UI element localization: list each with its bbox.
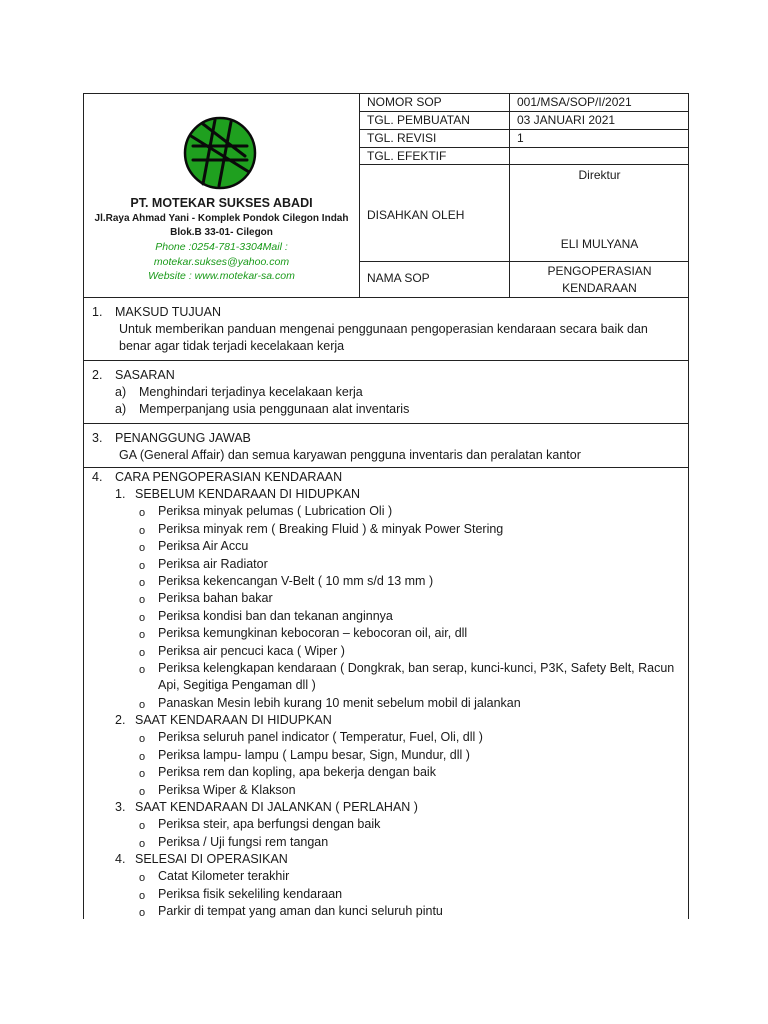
section-text: benar agar tidak terjadi kecelakaan kerja [119, 339, 345, 353]
list-marker: a) [115, 385, 127, 399]
bullet-icon: o [139, 733, 146, 745]
disahkan-role: Direktur [578, 168, 621, 182]
bullet-icon: o [139, 751, 146, 763]
list-item: Periksa fisik sekeliling kendaraan [158, 887, 343, 901]
list-item: Periksa air Radiator [158, 557, 268, 571]
divider [359, 261, 689, 262]
subsection-number: 4. [115, 852, 126, 866]
list-item: Memperpanjang usia penggunaan alat inventaris [139, 402, 410, 416]
bullet-icon: o [139, 907, 146, 919]
bullet-icon: o [139, 890, 146, 902]
tgl-pembuatan-label: TGL. PEMBUATAN [367, 113, 470, 127]
bullet-icon: o [139, 629, 146, 641]
subsection-title: SAAT KENDARAAN DI HIDUPKAN [135, 713, 332, 727]
section-number: 4. [92, 470, 103, 484]
list-item: Periksa air pencuci kaca ( Wiper ) [158, 644, 345, 658]
company-address-line1: Jl.Raya Ahmad Yani - Komplek Pondok Cilegon Indah [94, 213, 349, 224]
list-item: Catat Kilometer terakhir [158, 869, 290, 883]
company-logo [183, 116, 257, 190]
company-website: Website : www.motekar-sa.com [148, 270, 295, 282]
tgl-efektif-label: TGL. EFEKTIF [367, 149, 447, 163]
bullet-icon: o [139, 560, 146, 572]
divider [359, 164, 689, 165]
company-email: motekar.sukses@yahoo.com [153, 256, 290, 268]
nama-sop-line2: KENDARAAN [562, 281, 637, 295]
bullet-icon: o [139, 647, 146, 659]
section-penanggung-jawab [83, 423, 689, 468]
list-item: Periksa kondisi ban dan tekanan anginnya [158, 609, 393, 623]
bullet-icon: o [139, 768, 146, 780]
list-item: Periksa seluruh panel indicator ( Temperatur, Fuel, Oli, dll ) [158, 730, 483, 744]
list-item: Panaskan Mesin lebih kurang 10 menit sebelum mobil di jalankan [158, 696, 521, 710]
subsection-number: 3. [115, 800, 126, 814]
company-name: PT. MOTEKAR SUKSES ABADI [130, 196, 313, 210]
list-item: Periksa lampu- lampu ( Lampu besar, Sign, Mundur, dll ) [158, 748, 470, 762]
section-title: CARA PENGOPERASIAN KENDARAAN [115, 470, 343, 484]
list-item: Periksa rem dan kopling, apa bekerja dengan baik [158, 765, 436, 779]
section-maksud-tujuan [83, 297, 689, 361]
bullet-icon: o [139, 577, 146, 589]
nama-sop-label: NAMA SOP [367, 271, 430, 285]
bullet-icon: o [139, 872, 146, 884]
bullet-icon: o [139, 820, 146, 832]
company-phone: Phone :0254-781-3304Mail : [155, 241, 288, 253]
bullet-icon: o [139, 612, 146, 624]
section-sasaran [83, 360, 689, 424]
tgl-revisi-label: TGL. REVISI [367, 131, 437, 145]
company-address-line2: Blok.B 33-01- Cilegon [170, 227, 273, 238]
subsection-number: 1. [115, 487, 126, 501]
list-item: Periksa kemungkinan kebocoran – kebocoran oil, air, dll [158, 626, 468, 640]
bullet-icon: o [139, 699, 146, 711]
nomor-sop-value: 001/MSA/SOP/I/2021 [517, 95, 632, 109]
bullet-icon: o [139, 838, 146, 850]
list-item: Periksa Air Accu [158, 539, 249, 553]
list-item-continuation: Api, Segitiga Pengaman dll ) [158, 678, 316, 692]
section-number: 1. [92, 305, 103, 319]
tgl-revisi-value: 1 [517, 131, 524, 145]
bullet-icon: o [139, 594, 146, 606]
tgl-pembuatan-value: 03 JANUARI 2021 [517, 113, 616, 127]
list-item: Periksa bahan bakar [158, 591, 273, 605]
section-text: Untuk memberikan panduan mengenai penggunaan pengoperasian kendaraan secara baik dan [119, 322, 648, 336]
subsection-title: SAAT KENDARAAN DI JALANKAN ( PERLAHAN ) [135, 800, 418, 814]
list-item: Periksa kelengkapan kendaraan ( Dongkrak, ban serap, kunci-kunci, P3K, Safety Belt, Racun [158, 661, 675, 675]
disahkan-label: DISAHKAN OLEH [367, 208, 465, 222]
subsection-number: 2. [115, 713, 126, 727]
section-title: PENANGGUNG JAWAB [115, 431, 251, 445]
nomor-sop-label: NOMOR SOP [367, 95, 442, 109]
bullet-icon: o [139, 664, 146, 676]
section-title: SASARAN [115, 368, 175, 382]
nama-sop-line1: PENGOPERASIAN [547, 264, 652, 278]
section-number: 3. [92, 431, 103, 445]
list-item: Periksa Wiper & Klakson [158, 783, 296, 797]
section-title: MAKSUD TUJUAN [115, 305, 222, 319]
disahkan-name: ELI MULYANA [560, 237, 639, 251]
list-item: Periksa kekencangan V-Belt ( 10 mm s/d 13 mm ) [158, 574, 434, 588]
section-cara-pengoperasian [83, 467, 689, 919]
bullet-icon: o [139, 525, 146, 537]
section-text: GA (General Affair) dan semua karyawan pengguna inventaris dan peralatan kantor [119, 448, 581, 462]
list-marker: a) [115, 402, 127, 416]
bullet-icon: o [139, 786, 146, 798]
list-item: Periksa minyak pelumas ( Lubrication Oli ) [158, 504, 393, 518]
list-item: Menghindari terjadinya kecelakaan kerja [139, 385, 363, 399]
list-item: Periksa minyak rem ( Breaking Fluid ) & minyak Power Stering [158, 522, 504, 536]
subsection-title: SEBELUM KENDARAAN DI HIDUPKAN [135, 487, 361, 501]
bullet-icon: o [139, 542, 146, 554]
section-number: 2. [92, 368, 103, 382]
bullet-icon: o [139, 507, 146, 519]
divider [359, 93, 360, 298]
list-item: Parkir di tempat yang aman dan kunci seluruh pintu [158, 904, 443, 918]
list-item: Periksa steir, apa berfungsi dengan baik [158, 817, 381, 831]
list-item: Periksa / Uji fungsi rem tangan [158, 835, 329, 849]
subsection-title: SELESAI DI OPERASIKAN [135, 852, 288, 866]
